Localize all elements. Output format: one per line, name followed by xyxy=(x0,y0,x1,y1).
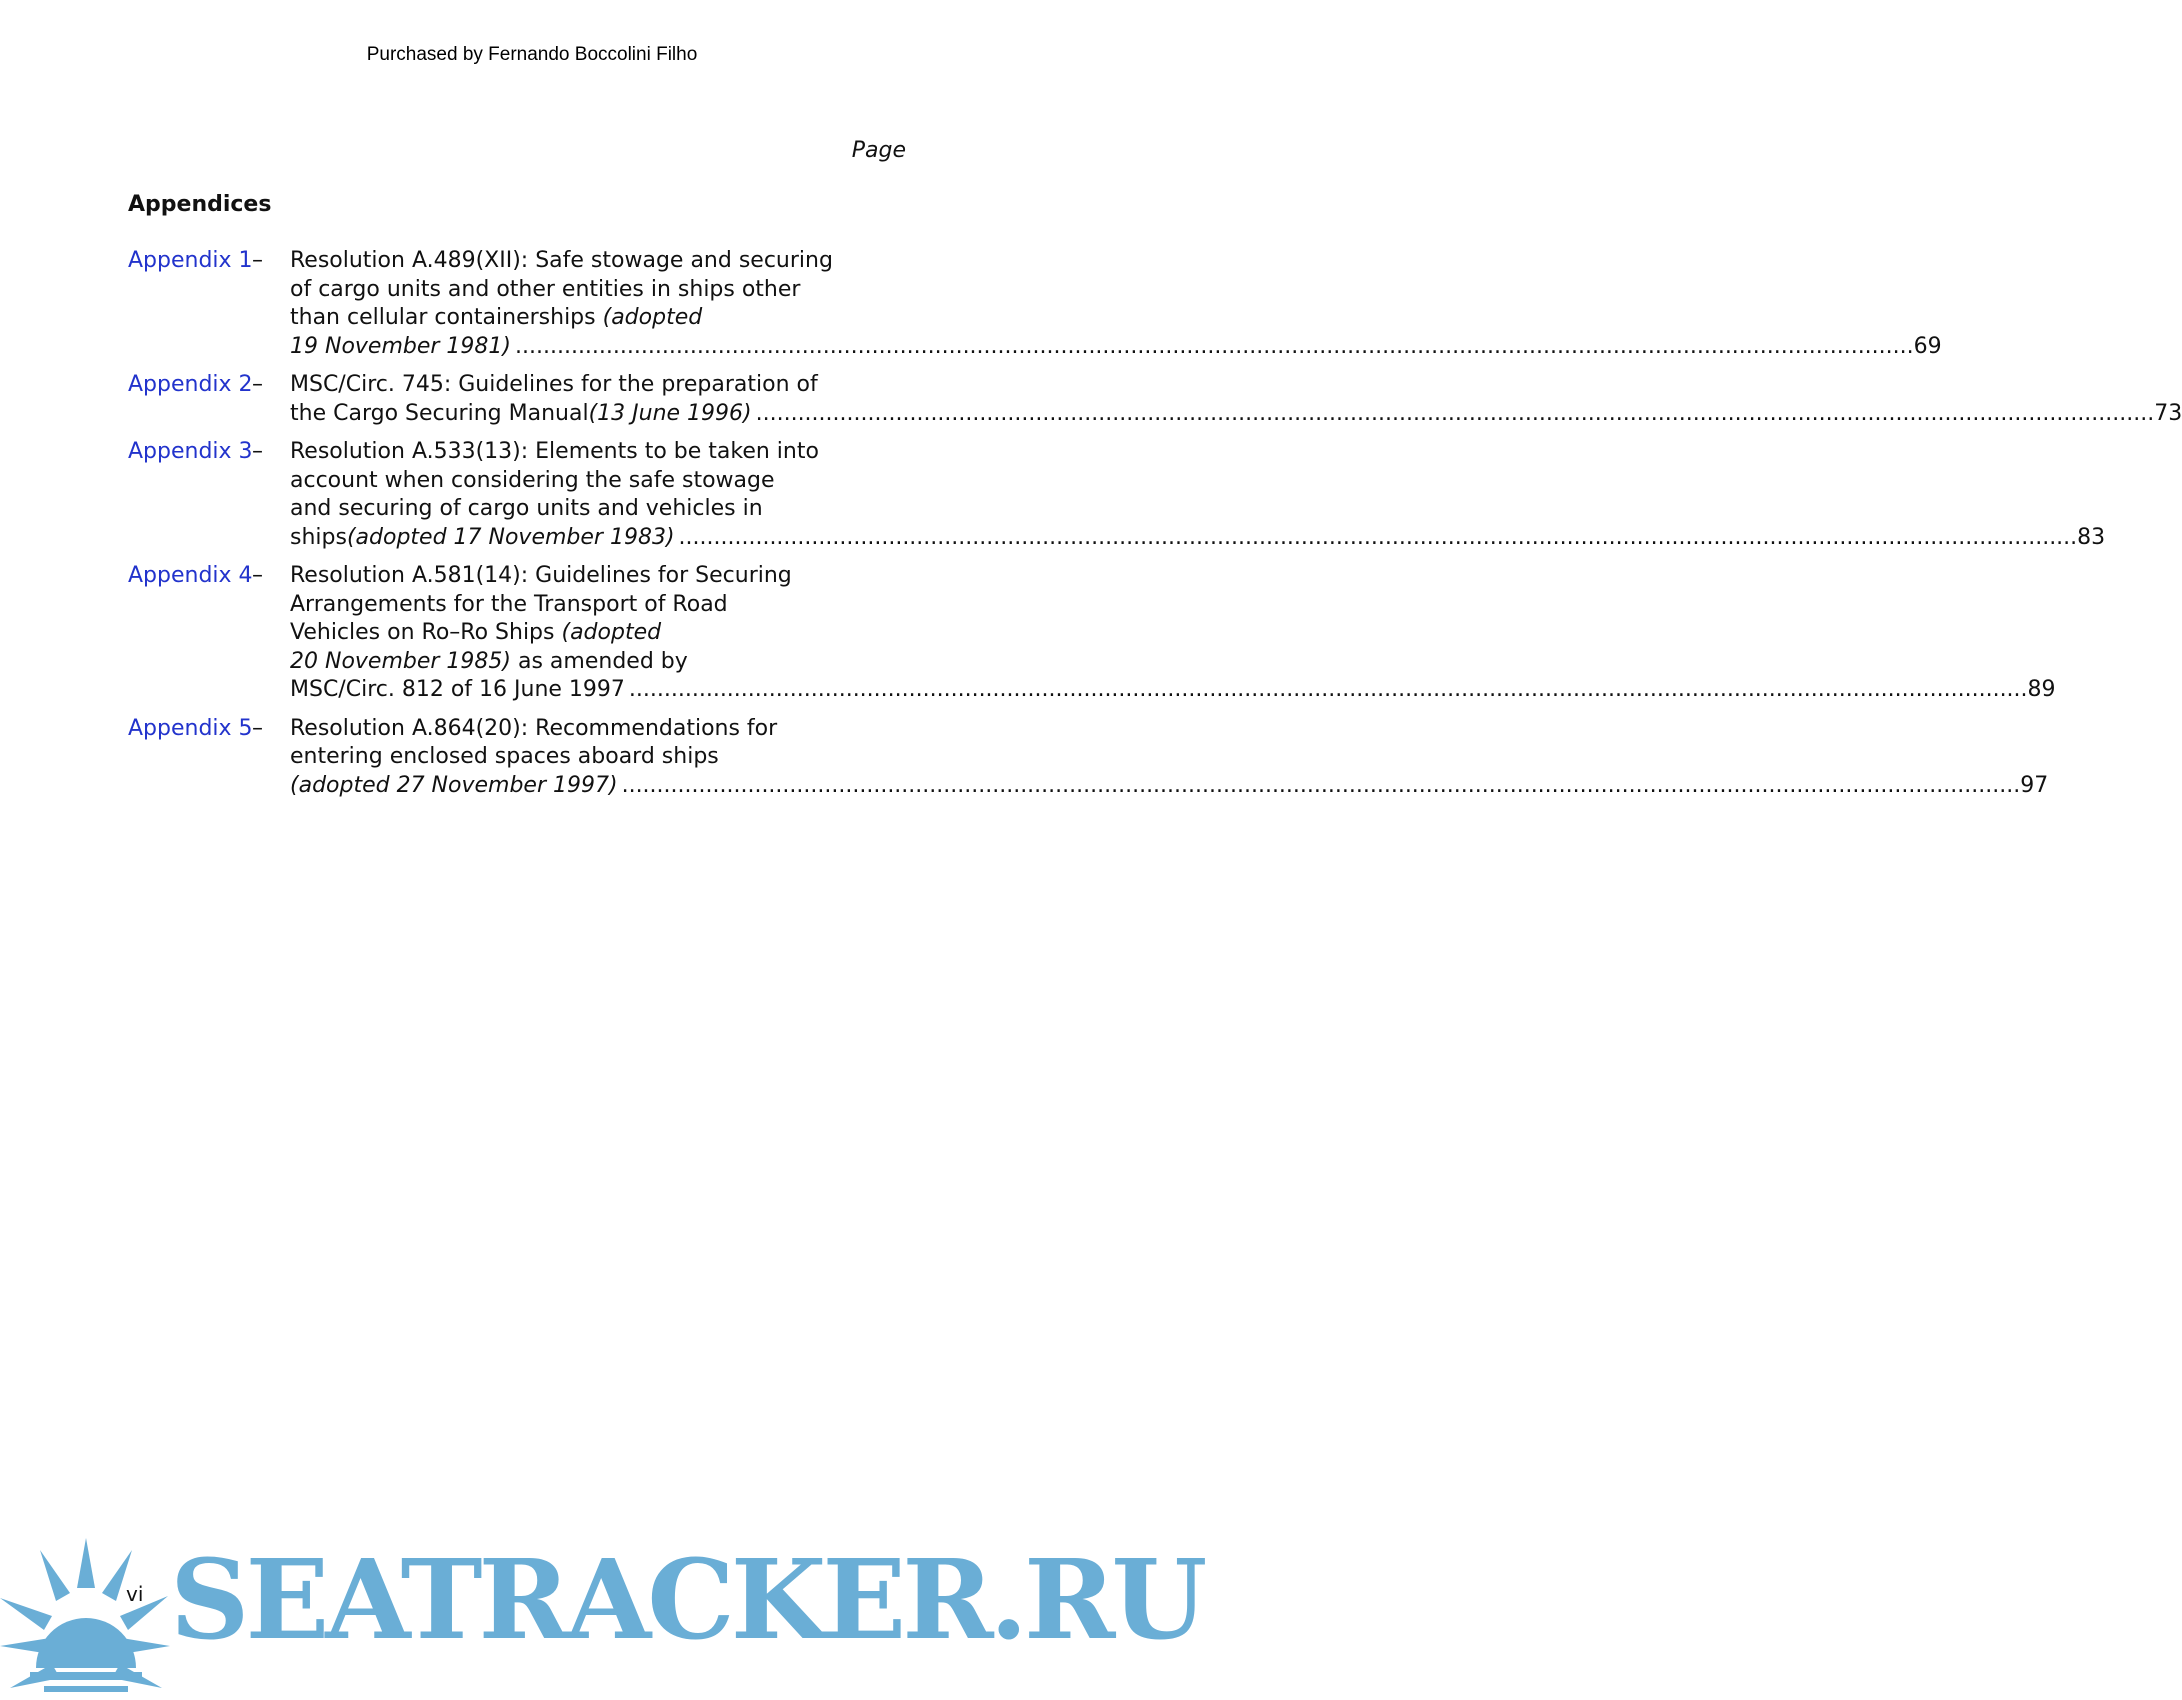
toc-entry-appendix-5 xyxy=(128,715,2049,801)
section-title: Appendices xyxy=(128,192,272,217)
toc-entry-appendix-1 xyxy=(128,247,1942,361)
entry-line-italic: 20 November 1985) xyxy=(290,648,511,674)
appendix-4-link[interactable]: Appendix 4 xyxy=(128,563,253,588)
entry-line: Resolution A.489(XII): Safe stowage and securing xyxy=(290,248,833,273)
appendix-2-link[interactable]: Appendix 2 xyxy=(128,372,253,397)
horizon-bar xyxy=(30,1672,142,1680)
entry-date: (adopted 27 November 1997) xyxy=(290,772,618,798)
appendix-1-link[interactable]: Appendix 1 xyxy=(128,248,253,273)
entry-line-text: as amended by xyxy=(511,648,688,674)
entry-line-text: Vehicles on Ro–Ro Ships xyxy=(290,620,562,645)
entry-line: Arrangements for the Transport of Road xyxy=(290,591,728,617)
entry-line: entering enclosed spaces aboard ships xyxy=(290,744,719,769)
entry-line: Resolution A.533(13): Elements to be taken into xyxy=(290,439,819,464)
horizon-bar xyxy=(44,1686,128,1692)
entry-line xyxy=(290,304,906,333)
toc-entry-appendix-4 xyxy=(128,562,2056,705)
entry-date: 19 November 1981) xyxy=(290,333,511,359)
separator-dash: – xyxy=(252,715,263,741)
entry-last-line xyxy=(290,772,2049,801)
entry-date: (13 June 1996) xyxy=(588,400,752,426)
page-number-ref[interactable]: 97 xyxy=(2020,772,2049,798)
entry-last-line xyxy=(290,333,1942,362)
purchase-notice: Purchased by Fernando Boccolini Filho xyxy=(366,44,698,65)
dot-leader xyxy=(515,333,1914,362)
entry-line: of cargo units and other entities in ships other xyxy=(290,276,801,302)
entry-line: MSC/Circ. 745: Guidelines for the preparation of xyxy=(290,372,818,397)
dot-leader xyxy=(679,524,2078,553)
table-of-contents xyxy=(128,247,2182,810)
entry-line-text: the Cargo Securing Manual xyxy=(290,400,589,426)
entry-line: and securing of cargo units and vehicles in xyxy=(290,496,763,521)
appendix-3-link[interactable]: Appendix 3 xyxy=(128,439,253,464)
entry-line-text: ships xyxy=(290,524,347,550)
separator-dash: – xyxy=(252,248,263,273)
entry-last-line xyxy=(290,400,2182,429)
watermark-text: SEATRACKER.RU xyxy=(170,1535,1204,1664)
separator-dash: – xyxy=(252,372,263,397)
separator-dash: – xyxy=(252,563,263,588)
sun-half-disc xyxy=(36,1618,136,1668)
page-number: vi xyxy=(126,1582,144,1606)
page-number-ref[interactable]: 69 xyxy=(1913,333,1942,359)
entry-line-text: than cellular containerships xyxy=(290,305,603,330)
entry-line xyxy=(290,648,906,677)
page-column-label: Page xyxy=(851,138,906,163)
entry-date: (adopted 17 November 1983) xyxy=(346,524,675,550)
entry-text xyxy=(290,715,2049,801)
toc-entry-appendix-3 xyxy=(128,438,2106,552)
appendix-5-link[interactable]: Appendix 5 xyxy=(128,715,253,741)
entry-line: Resolution A.581(14): Guidelines for Securing xyxy=(290,563,792,588)
entry-text xyxy=(290,371,2182,428)
dot-leader xyxy=(756,400,2155,429)
page-number-ref[interactable]: 89 xyxy=(2027,677,2056,702)
entry-line: Resolution A.864(20): Recommendations for xyxy=(290,715,778,741)
entry-line: account when considering the safe stowage xyxy=(290,467,775,493)
entry-text xyxy=(290,247,1942,361)
separator-dash: – xyxy=(252,439,263,464)
entry-line-text: MSC/Circ. 812 of 16 June 1997 xyxy=(290,677,625,702)
entry-text xyxy=(290,562,2056,705)
entry-line xyxy=(290,619,906,648)
entry-last-line xyxy=(290,524,2106,553)
toc-entry-appendix-2 xyxy=(128,371,2182,428)
page-number-ref[interactable]: 83 xyxy=(2077,524,2106,550)
entry-last-line xyxy=(290,676,2056,705)
dot-leader xyxy=(629,676,2028,705)
entry-line-italic: (adopted xyxy=(561,620,662,645)
entry-line-italic: (adopted xyxy=(602,305,703,330)
dot-leader xyxy=(622,772,2021,801)
page-number-ref[interactable]: 73 xyxy=(2154,400,2182,426)
entry-text xyxy=(290,438,2106,552)
